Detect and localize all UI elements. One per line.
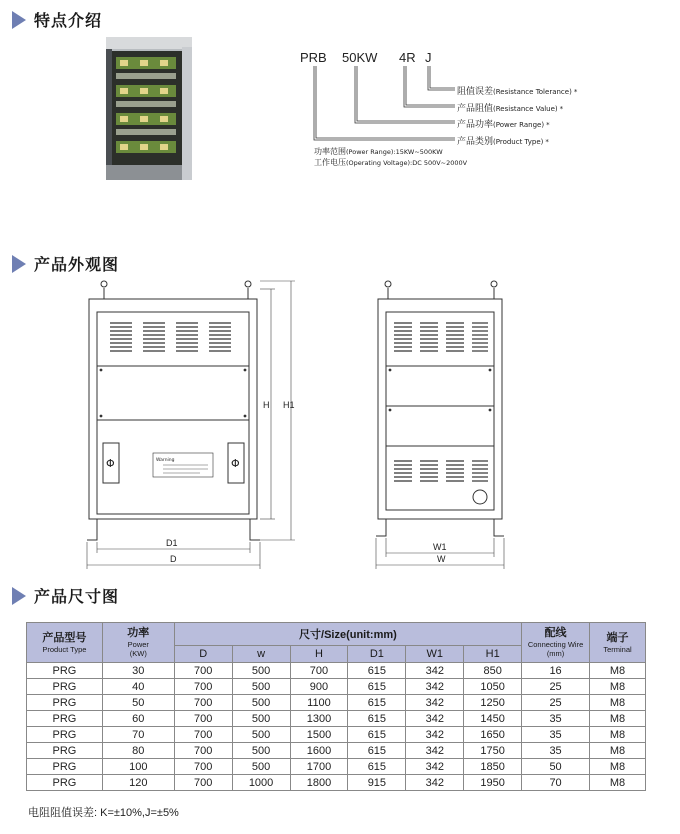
table-cell: 850 (464, 663, 522, 679)
header-model: 产品型号 Product Type (27, 623, 103, 663)
table-cell: 1500 (290, 727, 348, 743)
table-cell: 30 (102, 663, 174, 679)
triangle-bullet-icon (12, 255, 26, 273)
code-part-type: PRB (300, 50, 327, 65)
table-cell: 700 (174, 663, 232, 679)
table-cell: 1050 (464, 679, 522, 695)
table-cell: 1250 (464, 695, 522, 711)
table-cell: 700 (174, 695, 232, 711)
code-label-tolerance: 阻值误差(Resistance Tolerance) * (457, 87, 578, 97)
table-cell: 342 (406, 759, 464, 775)
table-row (27, 759, 646, 775)
table-cell: 1700 (290, 759, 348, 775)
table-cell: M8 (590, 743, 646, 759)
table-cell: M8 (590, 663, 646, 679)
table-cell: 915 (348, 775, 406, 791)
table-row (27, 775, 646, 791)
table-cell: 700 (174, 775, 232, 791)
table-cell: 35 (522, 727, 590, 743)
table-cell: 1850 (464, 759, 522, 775)
table-cell: 40 (102, 679, 174, 695)
table-cell: 342 (406, 711, 464, 727)
table-cell: 342 (406, 727, 464, 743)
voltage-line: 工作电压(Operating Voltage):DC 500V~2000V (314, 158, 468, 167)
table-cell: PRG (27, 679, 103, 695)
table-row (27, 679, 646, 695)
table-cell: 615 (348, 663, 406, 679)
table-cell: 500 (232, 695, 290, 711)
section-title-features (12, 8, 102, 31)
code-label-power: 产品功率(Power Range) * (457, 120, 550, 130)
table-cell: 500 (232, 743, 290, 759)
table-cell: M8 (590, 695, 646, 711)
warning-label: Warning (156, 458, 175, 463)
dim-label-d1: D1 (166, 538, 178, 548)
triangle-bullet-icon (12, 11, 26, 29)
table-cell: M8 (590, 727, 646, 743)
table-cell: PRG (27, 711, 103, 727)
table-row (27, 663, 646, 679)
table-cell: 342 (406, 679, 464, 695)
table-cell: 700 (290, 663, 348, 679)
table-cell: 700 (174, 679, 232, 695)
table-cell: 1300 (290, 711, 348, 727)
table-cell: 342 (406, 695, 464, 711)
table-cell: 615 (348, 743, 406, 759)
table-cell: 1600 (290, 743, 348, 759)
table-cell: M8 (590, 711, 646, 727)
table-cell: 700 (174, 711, 232, 727)
table-cell: 50 (522, 759, 590, 775)
table-cell: M8 (590, 759, 646, 775)
section-title-text: 特点介绍 (34, 11, 103, 30)
table-cell: 700 (174, 727, 232, 743)
code-part-tolerance: J (425, 50, 432, 65)
table-cell: M8 (590, 775, 646, 791)
table-body (27, 663, 646, 791)
handle-symbol-icon: Φ (231, 457, 240, 470)
table-cell: 500 (232, 727, 290, 743)
table-cell: 1950 (464, 775, 522, 791)
header-d: D (174, 646, 232, 663)
table-cell: 500 (232, 663, 290, 679)
side-view-body (378, 299, 502, 519)
table-cell: 16 (522, 663, 590, 679)
table-cell: 342 (406, 775, 464, 791)
dim-label-d: D (170, 554, 177, 564)
table-cell: 100 (102, 759, 174, 775)
table-cell: 35 (522, 711, 590, 727)
table-cell: M8 (590, 679, 646, 695)
dim-label-h: H (263, 400, 270, 410)
power-range-line: 功率范围(Power Range):15KW~500KW (314, 147, 443, 156)
table-cell: 1100 (290, 695, 348, 711)
table-cell: 25 (522, 695, 590, 711)
table-cell: 70 (522, 775, 590, 791)
handle-symbol-icon: Φ (106, 457, 115, 470)
table-cell: 342 (406, 743, 464, 759)
table-cell: 50 (102, 695, 174, 711)
section-title-text: 产品外观图 (34, 255, 120, 274)
table-cell: 615 (348, 727, 406, 743)
table-cell: 500 (232, 759, 290, 775)
table-cell: 60 (102, 711, 174, 727)
code-part-power: 50KW (342, 50, 378, 65)
dim-label-w1: W1 (433, 542, 447, 552)
table-cell: 120 (102, 775, 174, 791)
table-cell: 1650 (464, 727, 522, 743)
product-photo (106, 37, 192, 180)
model-code-diagram (300, 50, 600, 200)
table-cell: PRG (27, 727, 103, 743)
header-size: 尺寸/Size(unit:mm) (174, 623, 521, 646)
dim-label-w: W (437, 554, 446, 564)
table-cell: 500 (232, 711, 290, 727)
table-cell: 700 (174, 759, 232, 775)
code-label-type: 产品类别(Product Type) * (457, 137, 549, 147)
table-cell: 615 (348, 711, 406, 727)
header-wire: 配线 Connecting Wire (mm) (522, 623, 590, 663)
table-cell: PRG (27, 775, 103, 791)
table-row (27, 743, 646, 759)
table-cell: 615 (348, 679, 406, 695)
table-cell: 615 (348, 695, 406, 711)
tolerance-note: 电阻阻值误差: K=±10%,J=±5% (28, 807, 179, 819)
table-cell: PRG (27, 695, 103, 711)
table-cell: 70 (102, 727, 174, 743)
table-cell: 700 (174, 743, 232, 759)
table-cell: 1450 (464, 711, 522, 727)
table-cell: 25 (522, 679, 590, 695)
table-cell: 342 (406, 663, 464, 679)
header-d1: D1 (348, 646, 406, 663)
table-cell: 80 (102, 743, 174, 759)
table-cell: 900 (290, 679, 348, 695)
cabinet-drawing (70, 270, 630, 580)
header-power: 功率 Power (KW) (102, 623, 174, 663)
table-cell: 35 (522, 743, 590, 759)
triangle-bullet-icon (12, 587, 26, 605)
dim-label-h1: H1 (283, 400, 295, 410)
table-row (27, 695, 646, 711)
section-title-dimensions (12, 584, 119, 607)
code-part-resistance: 4R (399, 50, 416, 65)
table-cell: 1750 (464, 743, 522, 759)
code-label-resistance: 产品阻值(Resistance Value) * (457, 104, 564, 114)
table-cell: PRG (27, 759, 103, 775)
table-cell: 500 (232, 679, 290, 695)
header-h1: H1 (464, 646, 522, 663)
table-cell: 615 (348, 759, 406, 775)
section-title-text: 产品尺寸图 (34, 587, 120, 606)
header-w: w (232, 646, 290, 663)
table-row (27, 727, 646, 743)
table-cell: PRG (27, 663, 103, 679)
table-cell: PRG (27, 743, 103, 759)
front-view-body (89, 299, 257, 519)
table-cell: 1000 (232, 775, 290, 791)
header-terminal: 端子 Terminal (590, 623, 646, 663)
table-cell: 1800 (290, 775, 348, 791)
header-h: H (290, 646, 348, 663)
size-spec-table (26, 622, 646, 791)
header-w1: W1 (406, 646, 464, 663)
table-row (27, 711, 646, 727)
